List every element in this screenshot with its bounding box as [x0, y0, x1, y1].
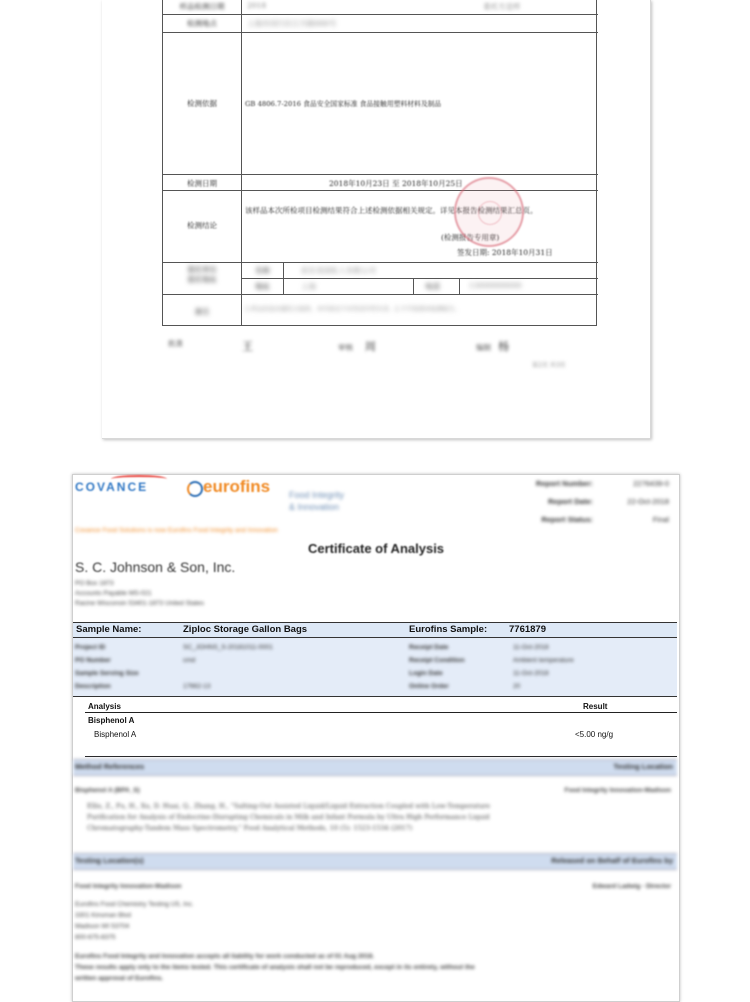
sign-approver-signature — [242, 338, 253, 354]
report-status-value: Final — [652, 515, 669, 524]
disclaimer — [75, 951, 475, 984]
client-address — [75, 579, 204, 609]
sign-reviewer-name: 周 — [364, 340, 376, 353]
testing-locations-label: Testing Location(s) — [75, 856, 144, 865]
method-location: Food Integrity Innovation-Madison — [564, 787, 671, 794]
login-date-value: 11-Oct-2018 — [513, 670, 549, 677]
client-address-line: Racine Wisconsin 53401-1873 United States — [75, 600, 204, 607]
sample-name-value: Ziploc Storage Gallon Bags — [183, 624, 308, 635]
sample-date-label: 样品检测日期 — [179, 2, 225, 11]
lab-address-line: Eurofins Food Chemistry Testing US, Inc. — [75, 901, 194, 908]
analysis-header-rule — [85, 712, 677, 713]
stamp-caption: (检测报告专用章) — [441, 233, 500, 242]
analysis-table — [85, 701, 677, 757]
analysis-group: Bisphenol A — [88, 716, 135, 725]
location-name: Food Integrity Innovation-Madison — [75, 883, 182, 890]
released-by-label: Released on Behalf of Eurofins by — [551, 856, 673, 865]
table-rule — [163, 262, 598, 263]
sign-approver — [168, 338, 183, 349]
analysis-header: Analysis — [88, 702, 121, 711]
sample-details — [73, 638, 677, 697]
client-name-label: 名称 — [255, 266, 270, 275]
citation-line: Chromatography-Tandem Mass Spectrometry," Food Analytical Methods, 10 (5): 1523-1534 (2017) — [87, 824, 413, 832]
sign-reviewer-label: 审核 — [338, 343, 353, 352]
red-seal-stamp — [454, 177, 524, 247]
sign-editor-label: 编制 — [476, 343, 491, 352]
test-location-value: 上海市闵行区江月路888号 — [247, 19, 337, 28]
lab-address-line: 3301 Kinsman Blvd — [75, 912, 132, 919]
lab-address-line: Madison WI 53704 — [75, 923, 130, 930]
citation-line: Ellis, Z., Fu, H., Xu, D. Huai, Q., Zhang, H., "Salting-Out Assisted Liquid/Liquid Extraction Coupled with Low-Temperature — [87, 802, 491, 810]
receipt-condition-value: Ambient temperature — [513, 657, 574, 664]
test-report-page — [102, 0, 651, 439]
lab-address-line: 800-675-8375 — [75, 934, 116, 941]
receipt-condition-label: Receipt Condition — [409, 657, 465, 664]
sign-editor-name: 杨 — [498, 340, 510, 353]
client-name-value: 莊臣美国私人有限公司 — [301, 266, 376, 275]
eurofins-sample-value: 7761879 — [509, 624, 546, 635]
client-phone-value: 13000000000 — [469, 281, 522, 290]
testing-location-label: Testing Location — [613, 762, 673, 771]
basis-value: GB 4806.7-2016 食品安全国家标准 食品接触用塑料材料及制品 — [245, 100, 442, 108]
disclaimer-line: Eurofins Food Integrity and Innovation accepts all liability for work conducted as of 01 Aug 2018. — [75, 953, 375, 960]
disclaimer-line: These results apply only to the items tested. This certificate of analysis shall not be reproduced, except in its entirety, without the — [75, 964, 475, 971]
project-id-label: Project ID — [75, 644, 106, 651]
food-integrity-line2: & Innovation — [289, 502, 340, 512]
table-rule — [163, 14, 598, 15]
table-rule — [459, 278, 460, 294]
receipt-date-label: Receipt Date — [409, 644, 449, 651]
login-date-label: Login Date — [409, 670, 443, 677]
eurofins-sample-label: Eurofins Sample: — [409, 624, 488, 635]
project-id-value: SC_JOHNS_S-20181011-0001 — [183, 644, 273, 651]
sample-name-bar — [73, 622, 677, 638]
sign-approver-label: 批准 — [168, 339, 183, 348]
receipt-date-value: 11-Oct-2018 — [513, 644, 549, 651]
sign-approver-name: 王 — [242, 340, 253, 353]
table-rule — [163, 294, 598, 295]
report-date-value: 22-Oct-2018 — [627, 497, 669, 506]
sample-source-value: 委托方送样 — [483, 2, 521, 11]
online-order-value: 20 — [513, 683, 521, 690]
table-rule — [163, 190, 598, 191]
basis-label: 检测依据 — [187, 99, 217, 108]
report-status-label: Report Status: — [541, 515, 593, 524]
test-date-label: 检测日期 — [187, 179, 217, 188]
sign-reviewer — [338, 338, 376, 354]
lab-address — [75, 899, 194, 943]
report-number-value: 2276439-0 — [633, 479, 669, 488]
analysis-bottom-rule — [85, 756, 677, 757]
analysis-item: Bisphenol A — [94, 730, 137, 739]
sample-date-value: 2018 — [247, 1, 267, 10]
serving-size-label: Sample Serving Size — [75, 670, 139, 677]
citation-line: Purification for Analysis of Endocrine-Disrupting Chemicals in Milk and Infant Formula by Ultra High Performance Liquid — [87, 813, 490, 821]
report-table — [162, 0, 597, 326]
po-number-label: PO Number — [75, 657, 111, 664]
sign-editor — [476, 338, 509, 354]
result-header: Result — [583, 702, 608, 711]
client-address-line: PO Box 1873 — [75, 580, 114, 587]
test-date-value: 2018年10月23日 至 2018年10月25日 — [329, 179, 463, 188]
disclaimer-line: written approval of Eurofins. — [75, 975, 164, 982]
method-references-bar — [73, 759, 677, 776]
covance-notice: Covance Food Solutions is now Eurofins Food Integrity and Innovation — [75, 527, 278, 534]
report-meta — [493, 479, 673, 533]
testing-locations-bar — [73, 853, 677, 870]
certificate-of-analysis-page — [72, 474, 680, 1002]
table-rule — [413, 278, 414, 294]
client-label: 委托单位 — [187, 265, 217, 274]
eurofins-logo: eurofins — [203, 477, 271, 496]
citation — [87, 801, 490, 834]
table-rule — [163, 174, 598, 175]
sample-name-label: Sample Name: — [76, 624, 142, 635]
conclusion-label: 检测结论 — [187, 221, 217, 230]
client-address-line: Accounts Payable MS-021 — [75, 590, 152, 597]
table-rule — [241, 0, 242, 326]
online-order-label: Online Order — [409, 683, 449, 690]
test-location-label: 检测地点 — [187, 19, 217, 28]
method-name: Bisphenol A (BPA_S) — [75, 787, 140, 794]
table-rule — [283, 262, 284, 294]
food-integrity-line1: Food Integrity — [289, 490, 345, 500]
description-value: 17662-13 — [183, 683, 211, 690]
covance-logo: COVANCE — [75, 480, 149, 494]
po-number-value: cmd — [183, 657, 196, 664]
client-phone-label: 电话 — [425, 282, 440, 291]
table-rule — [241, 278, 598, 279]
page-code: 第2页 共3页 — [532, 362, 566, 369]
remarks-text: 1.样品信息由委托方提供，本实验室不对其真实性负责。2.不可复制本检测报告。 — [245, 306, 461, 313]
description-label: Description — [75, 683, 111, 690]
client-address-field-label: 地址 — [255, 282, 270, 291]
food-integrity-label — [289, 489, 344, 513]
client-address-value: 上海 — [301, 282, 316, 291]
table-rule — [163, 32, 598, 33]
remarks-label: 备注 — [194, 307, 210, 316]
report-date-label: Report Date: — [547, 497, 593, 506]
analysis-result: <5.00 ng/g — [575, 730, 614, 739]
released-by: Edward Ladwig - Director — [592, 883, 671, 890]
issue-date: 签发日期: 2018年10月31日 — [457, 248, 553, 257]
conclusion-text: 该样品本次所检项目检测结果符合上述检测依据相关规定。详见本报告检测结果汇总页。 — [245, 206, 538, 215]
document-title: Certificate of Analysis — [307, 541, 445, 556]
method-references-label: Method References — [75, 762, 145, 771]
client-name: S. C. Johnson & Son, Inc. — [75, 559, 236, 575]
report-number-label: Report Number: — [535, 479, 593, 488]
client-address-label: 委托地址 — [187, 275, 217, 284]
